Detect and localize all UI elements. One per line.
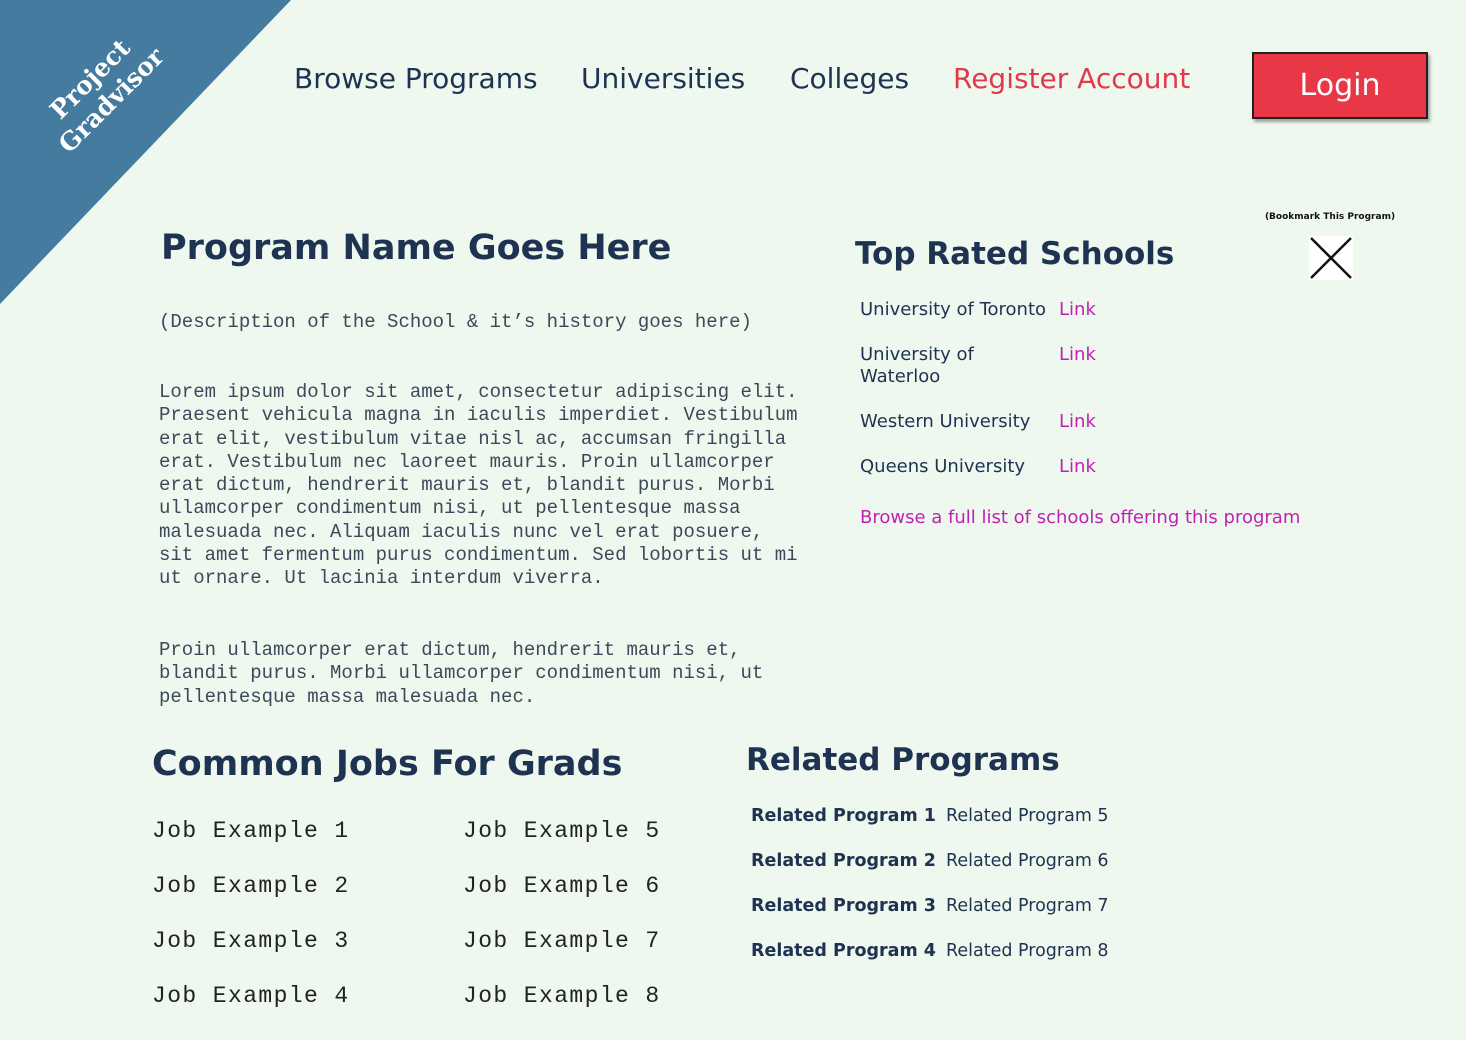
job-item: Job Example 8 <box>463 983 661 1009</box>
nav-browse-programs[interactable]: Browse Programs <box>294 62 538 95</box>
related-program-link[interactable]: Related Program 6 <box>946 851 1109 871</box>
job-item: Job Example 6 <box>463 873 661 899</box>
school-link[interactable]: Link <box>1059 411 1096 432</box>
bookmark-caption: (Bookmark This Program) <box>1264 212 1396 222</box>
job-item: Job Example 2 <box>152 873 350 899</box>
top-rated-title: Top Rated Schools <box>855 236 1175 272</box>
login-button[interactable]: Login <box>1252 52 1428 119</box>
school-link[interactable]: Link <box>1059 456 1096 477</box>
school-link[interactable]: Link <box>1059 299 1096 320</box>
related-program-link[interactable]: Related Program 8 <box>946 941 1109 961</box>
program-paragraph-2: Proin ullamcorper erat dictum, hendrerit mauris et, blandit purus. Morbi ullamcorper condimentum nisi, ut pellentesque massa malesuada nec. <box>159 639 764 708</box>
nav-colleges[interactable]: Colleges <box>790 62 910 95</box>
bookmark-button[interactable] <box>1309 236 1353 280</box>
job-item: Job Example 1 <box>152 818 350 844</box>
program-paragraph-1: Lorem ipsum dolor sit amet, consectetur adipiscing elit. Praesent vehicula magna in iaculis imperdiet. Vestibulum erat elit, vestibulum vitae nisl ac, accumsan fringilla erat. Vestibulum nec laoreet mauris. Proin ullamcorper erat dictum, hendrerit mauris et, blandit purus. Morbi ullamcorper condimentum nisi, ut pellentesque massa malesuada nec. Aliquam iaculis nunc vel erat posuere, sit amet fermentum purus condimentum. Sed lobortis ut mi ut ornare. Ut lacinia interdum viverra. <box>159 381 798 590</box>
related-program-link[interactable]: Related Program 1 <box>751 806 936 826</box>
job-item: Job Example 3 <box>152 928 350 954</box>
school-name: Queens University <box>860 456 1026 477</box>
related-program-link[interactable]: Related Program 4 <box>751 941 936 961</box>
related-program-link[interactable]: Related Program 2 <box>751 851 936 871</box>
school-link[interactable]: Link <box>1059 344 1096 365</box>
nav-register-account[interactable]: Register Account <box>953 62 1191 95</box>
close-x-icon <box>1309 236 1353 280</box>
related-programs-title: Related Programs <box>746 742 1060 778</box>
related-program-link[interactable]: Related Program 5 <box>946 806 1109 826</box>
program-title: Program Name Goes Here <box>161 228 672 268</box>
browse-full-list-link[interactable]: Browse a full list of schools offering this program <box>860 507 1301 528</box>
job-item: Job Example 7 <box>463 928 661 954</box>
school-name: University of Waterloo <box>860 344 974 387</box>
jobs-title: Common Jobs For Grads <box>152 744 623 784</box>
logo-text: Project Gradvisor <box>44 33 170 159</box>
nav-universities[interactable]: Universities <box>581 62 746 95</box>
school-name: Western University <box>860 411 1031 432</box>
job-item: Job Example 4 <box>152 983 350 1009</box>
related-program-link[interactable]: Related Program 7 <box>946 896 1109 916</box>
program-description-note: (Description of the School & it’s history goes here) <box>159 311 752 333</box>
school-name: University of Toronto <box>860 299 1047 320</box>
job-item: Job Example 5 <box>463 818 661 844</box>
related-program-link[interactable]: Related Program 3 <box>751 896 936 916</box>
